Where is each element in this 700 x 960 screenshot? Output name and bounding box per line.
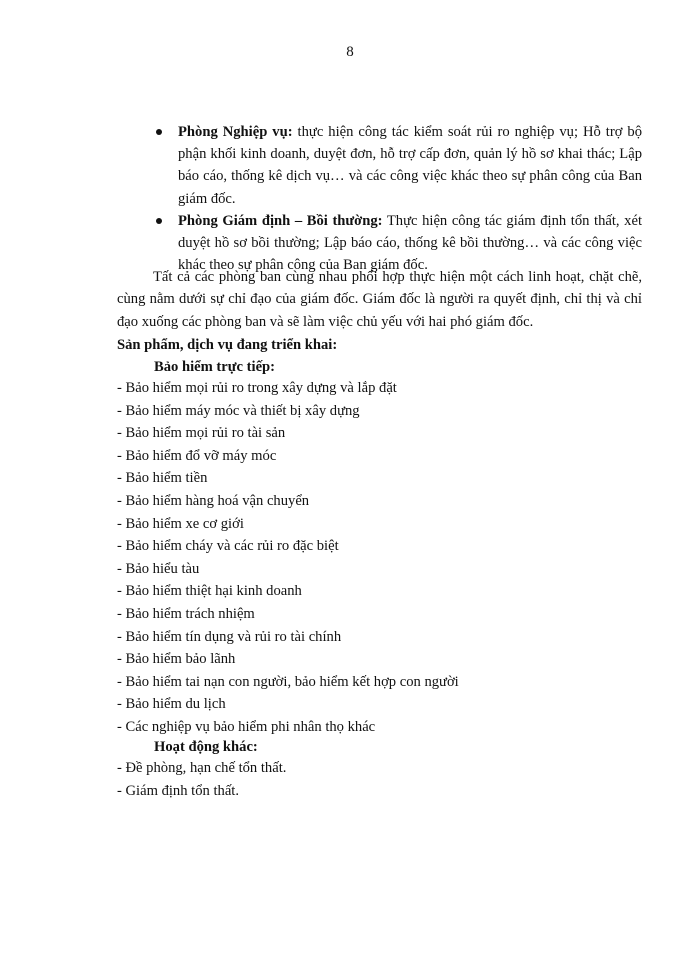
list-item: - Bảo hiểu tàu xyxy=(117,560,200,577)
bullet-icon xyxy=(156,218,162,224)
section-heading: Sản phẩm, dịch vụ đang triển khai: xyxy=(117,337,338,353)
department-title: Phòng Giám định – Bồi thường: xyxy=(178,212,383,229)
list-item: - Bảo hiểm máy móc và thiết bị xây dựng xyxy=(117,402,360,419)
list-item: - Bảo hiểm mọi rủi ro tài sản xyxy=(117,425,286,442)
list-item: - Bảo hiểm thiệt hại kinh doanh xyxy=(117,583,302,600)
list-item: - Bảo hiểm mọi rủi ro trong xây dựng và lắp đặt xyxy=(117,380,397,396)
list-item: - Đề phòng, hạn chế tổn thất. xyxy=(117,760,287,776)
direct-insurance-list xyxy=(117,377,459,739)
department-description: thực hiện công tác kiểm soát rủi ro nghiệp vụ; Hỗ trợ bộ phận khối kinh doanh, duyệt đơn, hỗ trợ cấp đơn, quản lý hồ sơ khai thác; Lập báo cáo, thống kê dịch vụ… và các công việc khác theo sự phân công của Ban giám đốc. xyxy=(178,124,642,207)
other-activities-list xyxy=(117,757,286,802)
coordination-paragraph: Tất cả các phòng ban cùng nhau phối hợp thực hiện một cách linh hoạt, chặt chẽ, cùng nằm dưới sự chỉ đạo của giám đốc. Giám đốc là người ra quyết định, chỉ thị và chỉ đạo xuống các phòng ban và sẽ làm việc chủ yếu với hai phó giám đốc. xyxy=(117,269,642,330)
list-item: - Bảo hiểm du lịch xyxy=(117,696,226,713)
list-item: - Giám định tổn thất. xyxy=(117,782,240,799)
list-item: - Bảo hiểm hàng hoá vận chuyển xyxy=(117,492,310,509)
list-item: - Các nghiệp vụ bảo hiểm phi nhân thọ khác xyxy=(117,718,376,735)
list-item: - Bảo hiểm xe cơ giới xyxy=(117,515,244,532)
department-list xyxy=(156,121,642,276)
list-item: - Bảo hiểm đổ vỡ máy móc xyxy=(117,447,277,464)
department-description: Thực hiện công tác giám định tổn thất, xét duyệt hồ sơ bồi thường; Lập báo cáo, thống kê bồi thường… và các công việc khác theo sự phân công của Ban giám đốc. xyxy=(178,212,642,274)
other-activities-heading: Hoạt động khác: xyxy=(154,739,258,755)
list-item: - Bảo hiểm tai nạn con người, bảo hiểm kết hợp con người xyxy=(117,673,459,690)
list-item: - Bảo hiểm tín dụng và rủi ro tài chính xyxy=(117,628,342,645)
list-item: - Bảo hiểm trách nhiệm xyxy=(117,605,255,622)
bullet-icon xyxy=(156,129,162,135)
list-item: - Bảo hiểm cháy và các rủi ro đặc biệt xyxy=(117,538,339,555)
department-title: Phòng Nghiệp vụ: xyxy=(178,124,293,140)
page-number: 8 xyxy=(346,44,354,60)
direct-insurance-heading: Bảo hiểm trực tiếp: xyxy=(154,359,276,375)
department-item xyxy=(156,121,642,210)
list-item: - Bảo hiểm bảo lãnh xyxy=(117,651,236,668)
list-item: - Bảo hiểm tiền xyxy=(117,470,208,487)
